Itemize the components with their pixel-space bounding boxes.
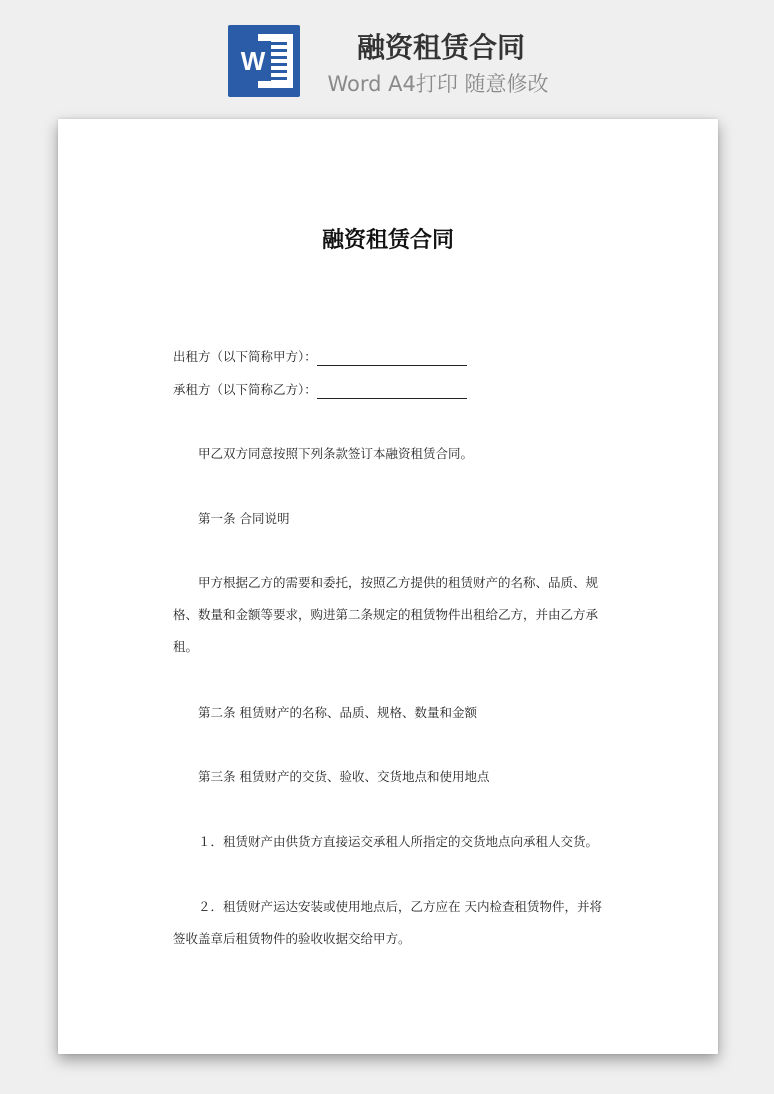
- banner-title: 融资租赁合同: [356, 31, 525, 64]
- document-page: [58, 119, 718, 1054]
- clause-1: １．租赁财产由供货方直接运交承租人所指定的交货地点向承租人交货。: [198, 834, 599, 849]
- article1-heading: 第一条 合同说明: [198, 511, 290, 526]
- lessor-line: [173, 348, 613, 366]
- lessee-label: 承租方（以下简称乙方）：: [173, 382, 317, 397]
- lessee-line: [173, 381, 613, 399]
- lessor-blank[interactable]: [317, 351, 467, 366]
- article2-heading: 第二条 租赁财产的名称、品质、规格、数量和金额: [198, 705, 477, 720]
- clause-2: ２．租赁财产运达安装或使用地点后，乙方应在 天内检查租赁物件，并将签收盖章后租赁物件的验收收据交给甲方。: [173, 899, 602, 946]
- word-icon: [228, 25, 300, 97]
- article1-body: 甲方根据乙方的需要和委托，按照乙方提供的租赁财产的名称、品质、规格、数量和金额等要求，购进第二条规定的租赁物件出租给乙方，并由乙方承租。: [173, 575, 599, 654]
- watermark: [100, 445, 141, 490]
- article3-heading: 第三条 租赁财产的交货、验收、交货地点和使用地点: [198, 769, 490, 784]
- banner: [0, 0, 774, 110]
- lessee-blank[interactable]: [317, 384, 467, 399]
- intro-text: 甲乙双方同意按照下列条款签订本融资租赁合同。: [198, 446, 474, 461]
- banner-subtitle: Word A4打印 随意修改: [327, 72, 549, 96]
- word-icon-letter: W: [235, 41, 271, 81]
- lessor-label: 出租方（以下简称甲方）：: [173, 349, 317, 364]
- document-title: 融资租赁合同: [321, 228, 454, 253]
